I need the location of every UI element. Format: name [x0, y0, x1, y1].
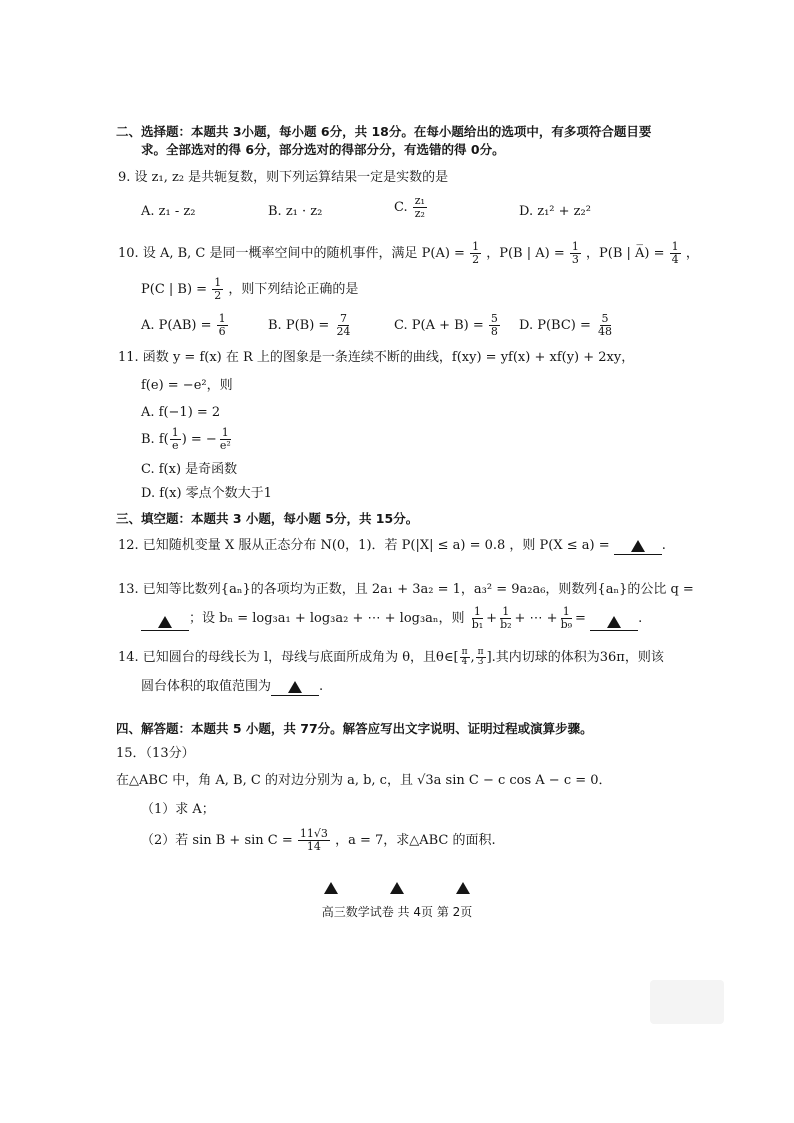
frac-den: b₁	[471, 618, 484, 631]
frac-num: 1	[472, 240, 480, 253]
q13-end: .	[638, 611, 643, 626]
q10-c-label: C. P(A + B) =	[394, 318, 484, 333]
q13-fraction-3	[559, 606, 574, 631]
q13-line1: 13. 已知等比数列{aₙ}的各项均为正数，且 2a₁ + 3a₂ = 1，a₃² = 9a₂a₆，则数列{aₙ}的公比 q =	[118, 582, 694, 597]
frac-num: z₁	[414, 194, 425, 207]
q10-option-d	[519, 313, 615, 338]
q9-option-c-label: C.	[394, 200, 408, 215]
section4-header: 四、解答题：本题共 5 小题，共 77分。解答应写出文字说明、证明过程或演算步骤。	[116, 721, 593, 736]
q12-end: .	[661, 538, 666, 553]
q11-option-c: C. f(x) 是奇函数	[141, 462, 238, 477]
q14-angle-fraction-1	[460, 648, 470, 667]
frac-den: b₂	[500, 618, 512, 631]
triangle-icon	[288, 681, 302, 693]
triangle-icon	[456, 882, 470, 894]
q10-stem-line2	[141, 277, 358, 302]
frac-den: e	[171, 439, 179, 452]
q12-answer-blank[interactable]	[614, 540, 662, 555]
q13-fraction-2	[498, 606, 513, 631]
q10-stem-a: 10. 设 A, B, C 是同一概率空间中的随机事件，满足 P(A) =	[118, 246, 465, 261]
q9-option-c	[394, 195, 428, 220]
frac-den: z₂	[414, 207, 425, 220]
q10-option-a	[141, 313, 229, 338]
frac-den: 48	[598, 325, 613, 338]
q15-part1: （1）求 A；	[141, 802, 215, 817]
q14-end: .	[319, 679, 324, 694]
q12-line	[118, 537, 666, 555]
q15-label: 15．（13分）	[116, 746, 195, 761]
triangle-icon	[390, 882, 404, 894]
frac-den: b₉	[560, 618, 573, 631]
q14-line2	[141, 678, 323, 696]
frac-den: 8	[490, 325, 498, 338]
q13-plus-1: +	[486, 611, 498, 626]
q10-d-fraction	[596, 313, 614, 338]
frac-num: 1	[562, 605, 570, 618]
frac-den: 4	[671, 253, 679, 266]
q10-line2-b: ，则下列结论正确的是	[228, 282, 359, 297]
triangle-icon	[607, 616, 621, 628]
q13-line2-a: ；设 bₙ = log₃a₁ + log₃a₂ + ⋯ + log₃aₙ，则	[189, 611, 465, 626]
q10-b-label: B. P(B) =	[268, 318, 330, 333]
q13-fraction-1	[470, 606, 485, 631]
q15-part2-b: ，a = 7，求△ABC 的面积.	[335, 833, 496, 848]
q9-option-c-fraction	[413, 195, 427, 220]
frac-num: 5	[490, 312, 498, 325]
q10-pa-fraction	[470, 241, 481, 266]
triangle-icon	[631, 540, 645, 552]
frac-num: 1	[571, 240, 579, 253]
frac-den: 14	[306, 840, 321, 853]
q10-stem-b: ，P(B | A) =	[486, 246, 565, 261]
frac-den: 4	[461, 657, 468, 667]
q10-stem-line1	[118, 241, 699, 266]
frac-den: 3	[477, 657, 484, 667]
frac-num: 1	[502, 605, 510, 618]
q11-b-mid: ) = −	[181, 432, 217, 447]
q10-a-fraction	[217, 313, 228, 338]
frac-den: 24	[336, 325, 351, 338]
q14-line2-text: 圆台体积的取值范围为	[141, 679, 272, 694]
q10-stem-c: ，P(B | A̅) =	[586, 246, 665, 261]
frac-num: 11√3	[299, 827, 328, 840]
q10-option-b	[268, 313, 353, 338]
scan-artifact	[650, 980, 724, 1024]
q11-option-d: D. f(x) 零点个数大于1	[141, 486, 272, 501]
q13-answer-blank-1[interactable]	[141, 616, 189, 631]
q15-part2-a: （2）若 sin B + sin C =	[141, 833, 293, 848]
q9-stem: 9. 设 z₁, z₂ 是共轭复数，则下列运算结果一定是实数的是	[118, 170, 449, 185]
frac-den: 6	[218, 325, 226, 338]
q10-stem-d: ，	[685, 246, 699, 261]
q10-c-fraction	[489, 313, 500, 338]
q11-condition: f(e) = −e²，则	[141, 378, 233, 393]
frac-num: 1	[218, 312, 226, 325]
q9-option-a: A. z₁ - z₂	[141, 204, 196, 219]
q13-eq: =	[575, 611, 586, 626]
q14-line1-b: ].其内切球的体积为36π，则该	[486, 650, 664, 665]
q11-b-fraction2	[218, 427, 233, 452]
frac-num: π	[477, 647, 484, 657]
q14-line1-a: 14. 已知圆台的母线长为 l，母线与底面所成角为 θ，且θ∈[	[118, 650, 459, 665]
frac-num: 1	[214, 276, 222, 289]
frac-num: 1	[473, 605, 481, 618]
q13-line2	[141, 606, 642, 631]
frac-den: 2	[214, 289, 222, 302]
q11-option-b	[141, 427, 234, 452]
q10-b-fraction	[334, 313, 352, 338]
q14-angle-fraction-2	[476, 648, 486, 667]
frac-num: π	[461, 647, 468, 657]
frac-den: 3	[571, 253, 579, 266]
frac-den: e²	[219, 439, 231, 452]
section3-header: 三、填空题：本题共 3 小题，每小题 5分，共 15分。	[116, 511, 419, 526]
q10-line2-a: P(C | B) =	[141, 282, 208, 297]
footer-page-info: 高三数学试卷 共 4页 第 2页	[321, 905, 473, 919]
q10-a-label: A. P(AB) =	[141, 318, 212, 333]
frac-num: 1	[221, 426, 229, 439]
q9-option-b: B. z₁ · z₂	[268, 204, 323, 219]
frac-num: 7	[339, 312, 347, 325]
q11-stem: 11. 函数 y = f(x) 在 R 上的图象是一条连续不断的曲线，f(xy) = yf(x) + xf(y) + 2xy，	[118, 350, 635, 365]
q13-answer-blank-2[interactable]	[590, 616, 638, 631]
q14-line1	[118, 648, 664, 667]
q15-stem: 在△ABC 中，角 A, B, C 的对边分别为 a, b, c，且 √3a sin C − c cos A − c = 0．	[116, 773, 612, 788]
q10-pcb-fraction	[212, 277, 223, 302]
frac-den: 2	[472, 253, 480, 266]
q9-option-d: D. z₁² + z₂²	[519, 204, 591, 219]
q11-option-a: A. f(−1) = 2	[141, 405, 221, 420]
q11-b-label: B. f(	[141, 432, 169, 447]
q14-comma: ,	[470, 650, 475, 665]
section2-header-line2: 求。全部选对的得 6分，部分选对的得部分分，有选错的得 0分。	[141, 142, 505, 157]
q10-pbna-fraction	[670, 241, 681, 266]
q13-plus-2: + ⋯ +	[514, 611, 558, 626]
section2-header-line1: 二、选择题：本题共 3小题，每小题 6分，共 18分。在每小题给出的选项中，有多项符合题目要	[116, 124, 652, 139]
q12-stem: 12. 已知随机变量 X 服从正态分布 N(0，1)．若 P(|X| ≤ a) = 0.8 ，则 P(X ≤ a) =	[118, 538, 610, 553]
q14-answer-blank[interactable]	[271, 681, 319, 696]
q10-pba-fraction	[570, 241, 581, 266]
q15-part2	[141, 828, 496, 853]
q10-option-c	[394, 313, 501, 338]
q11-b-fraction1	[170, 427, 181, 452]
footer-triangles	[0, 882, 794, 898]
frac-num: 1	[671, 240, 679, 253]
frac-num: 5	[601, 312, 609, 325]
frac-num: 1	[171, 426, 179, 439]
q15-fraction	[298, 828, 330, 853]
triangle-icon	[158, 616, 172, 628]
triangle-icon	[324, 882, 338, 894]
q10-d-label: D. P(BC) =	[519, 318, 591, 333]
